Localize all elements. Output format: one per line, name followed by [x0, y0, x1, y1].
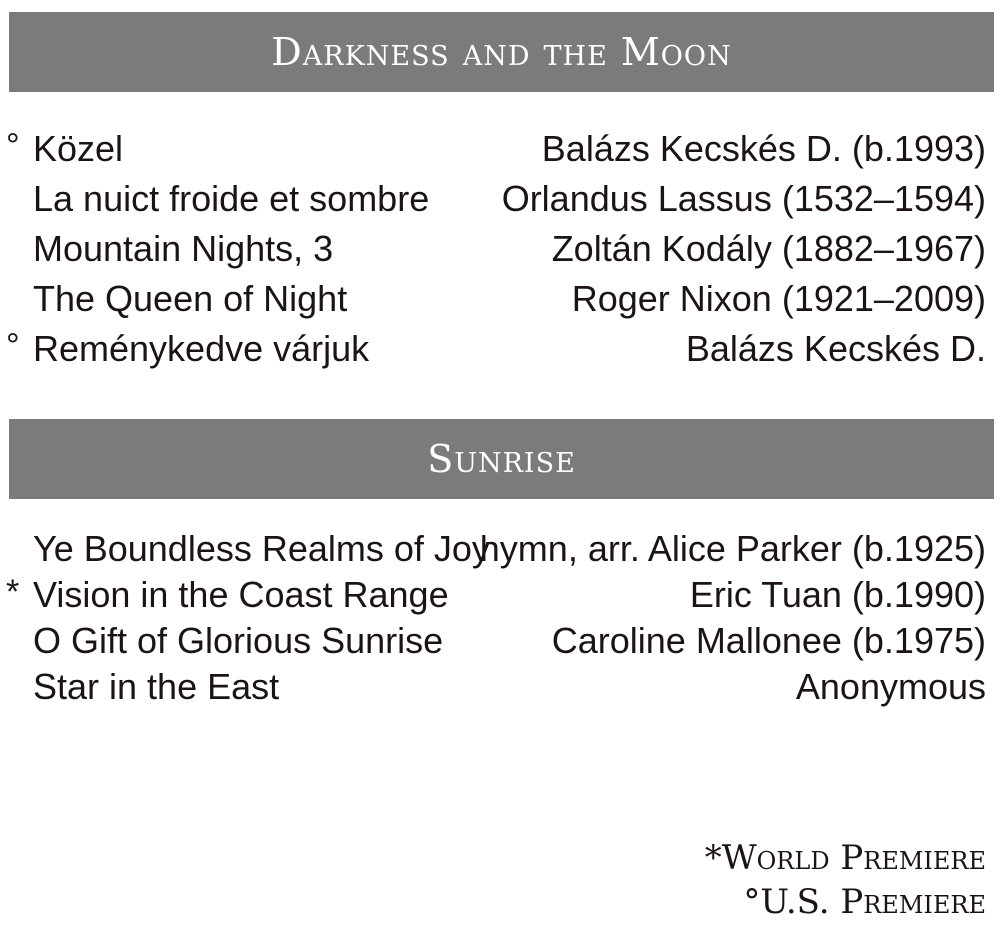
work-title: Mountain Nights, 3 — [33, 228, 334, 269]
work-title: Vision in the Coast Range — [33, 574, 449, 615]
legend-world-premiere: *World Premiere — [704, 838, 986, 878]
premiere-marker: ° — [6, 127, 20, 165]
work-title: O Gift of Glorious Sunrise — [33, 620, 444, 661]
program-row — [0, 572, 1000, 618]
work-title: Reménykedve várjuk — [33, 328, 370, 369]
program-row — [0, 664, 1000, 710]
composer-name: Orlandus Lassus (1532–1594) — [501, 178, 986, 219]
program-list-darkness — [0, 126, 1000, 376]
program-row — [0, 226, 1000, 276]
program-row — [0, 526, 1000, 572]
section-title: Darkness and the Moon — [271, 30, 732, 74]
program-row — [0, 276, 1000, 326]
legend-us-premiere: °U.S. Premiere — [743, 882, 986, 922]
program-row — [0, 618, 1000, 664]
program-row — [0, 176, 1000, 226]
composer-name: Eric Tuan (b.1990) — [689, 574, 986, 615]
work-title: The Queen of Night — [33, 278, 348, 319]
section-header-sunrise — [9, 419, 994, 499]
program-list-sunrise — [0, 526, 1000, 710]
section-title: Sunrise — [427, 437, 576, 481]
premiere-marker: * — [6, 573, 20, 611]
section-header-darkness — [9, 12, 994, 92]
work-title: La nuict froide et sombre — [33, 178, 430, 219]
composer-name: Roger Nixon (1921–2009) — [571, 278, 986, 319]
work-title: Közel — [33, 128, 124, 169]
composer-name: Zoltán Kodály (1882–1967) — [551, 228, 986, 269]
work-title: Ye Boundless Realms of Joy — [33, 528, 490, 569]
composer-name: Caroline Mallonee (b.1975) — [551, 620, 986, 661]
composer-name: Balázs Kecskés D. — [685, 328, 986, 369]
composer-name: Anonymous — [795, 666, 986, 707]
premiere-marker: ° — [6, 327, 20, 365]
work-title: Star in the East — [33, 666, 280, 707]
program-row — [0, 126, 1000, 176]
program-row — [0, 326, 1000, 376]
composer-name: hymn, arr. Alice Parker (b.1925) — [479, 528, 986, 569]
composer-name: Balázs Kecskés D. (b.1993) — [541, 128, 986, 169]
